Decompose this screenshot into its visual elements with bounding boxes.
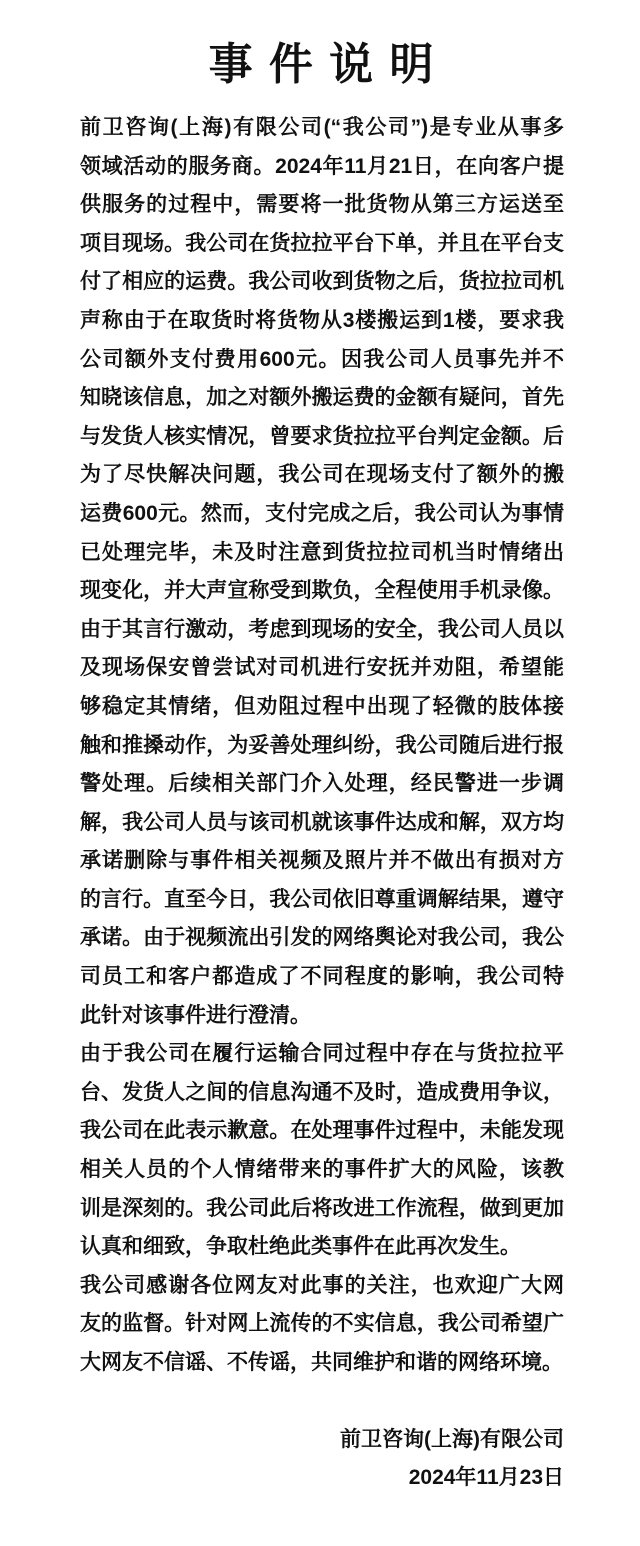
text-line: 的言行。直至今日，我公司依旧尊重调解结果，遵守: [80, 887, 564, 911]
text-line: 公司额外支付费用600元。因我公司人员事先并不: [80, 347, 564, 371]
document-title: 事 件 说 明: [208, 40, 436, 89]
text-line: 认真和细致，争取杜绝此类事件在此再次发生。: [80, 1235, 521, 1259]
text-line: 与发货人核实情况，曾要求货拉拉平台判定金额。后: [80, 424, 564, 448]
text-line: 解，我公司人员与该司机就该事件达成和解，双方均: [80, 810, 564, 834]
text-line: 大网友不信谣、不传谣，共同维护和谐的网络环境。: [80, 1351, 563, 1374]
text-line: 声称由于在取货时将货物从3楼搬运到1楼，要求我: [80, 308, 564, 332]
text-line: 承诺。由于视频流出引发的网络舆论对我公司，我公: [80, 926, 564, 950]
text-line: 承诺删除与事件相关视频及照片并不做出有损对方: [80, 849, 564, 873]
text-line: 我公司感谢各位网友对此事的关注，也欢迎广大网: [80, 1273, 564, 1297]
paragraph: [80, 1267, 564, 1383]
text-line: 由于其言行激动，考虑到现场的安全，我公司人员以: [80, 617, 564, 641]
text-line: 项目现场。我公司在货拉拉平台下单，并且在平台支: [80, 231, 564, 255]
text-line: 现变化，并大声宣称受到欺负，全程使用手机录像。: [80, 579, 564, 603]
signature-company: 前卫咨询(上海)有限公司: [340, 1427, 564, 1451]
text-line: 司员工和客户都造成了不同程度的影响，我公司特: [80, 965, 564, 989]
text-line: 台、发货人之间的信息沟通不及时，造成费用争议，: [80, 1080, 564, 1104]
signature-block: [80, 1421, 564, 1498]
text-line: 运费600元。然而，支付完成之后，我公司认为事情: [80, 501, 564, 525]
paragraph: [80, 1035, 564, 1267]
text-line: 已处理完毕，未及时注意到货拉拉司机当时情绪出: [80, 540, 564, 564]
text-line: 付了相应的运费。我公司收到货物之后，货拉拉司机: [80, 270, 564, 294]
text-line: 我公司在此表示歉意。在处理事件过程中，未能发现: [80, 1119, 564, 1143]
text-line: 触和推搡动作，为妥善处理纠纷，我公司随后进行报: [80, 733, 564, 757]
text-line: 为了尽快解决问题，我公司在现场支付了额外的搬: [80, 463, 564, 487]
text-line: 领域活动的服务商。2024年11月21日，在向客户提: [80, 154, 564, 178]
signature-date: 2024年11月23日: [408, 1466, 564, 1490]
paragraph: [80, 109, 564, 1035]
text-line: 够稳定其情绪，但劝阻过程中出现了轻微的肢体接: [80, 694, 564, 718]
text-line: 知晓该信息，加之对额外搬运费的金额有疑问，首先: [80, 386, 564, 410]
text-line: 友的监督。针对网上流传的不实信息，我公司希望广: [80, 1312, 564, 1336]
text-line: 相关人员的个人情绪带来的事件扩大的风险，该教: [80, 1158, 564, 1182]
text-line: 训是深刻的。我公司此后将改进工作流程，做到更加: [80, 1196, 564, 1220]
text-line: 及现场保安曾尝试对司机进行安抚并劝阻，希望能: [80, 656, 564, 680]
text-line: 供服务的过程中，需要将一批货物从第三方运送至: [80, 193, 564, 217]
text-line: 此针对该事件进行澄清。: [80, 1003, 311, 1027]
document-body: [80, 109, 564, 1383]
text-line: 由于我公司在履行运输合同过程中存在与货拉拉平: [80, 1042, 564, 1066]
text-line: 警处理。后续相关部门介入处理，经民警进一步调: [80, 772, 564, 796]
text-line: 前卫咨询(上海)有限公司(“我公司”)是专业从事多: [80, 116, 564, 139]
